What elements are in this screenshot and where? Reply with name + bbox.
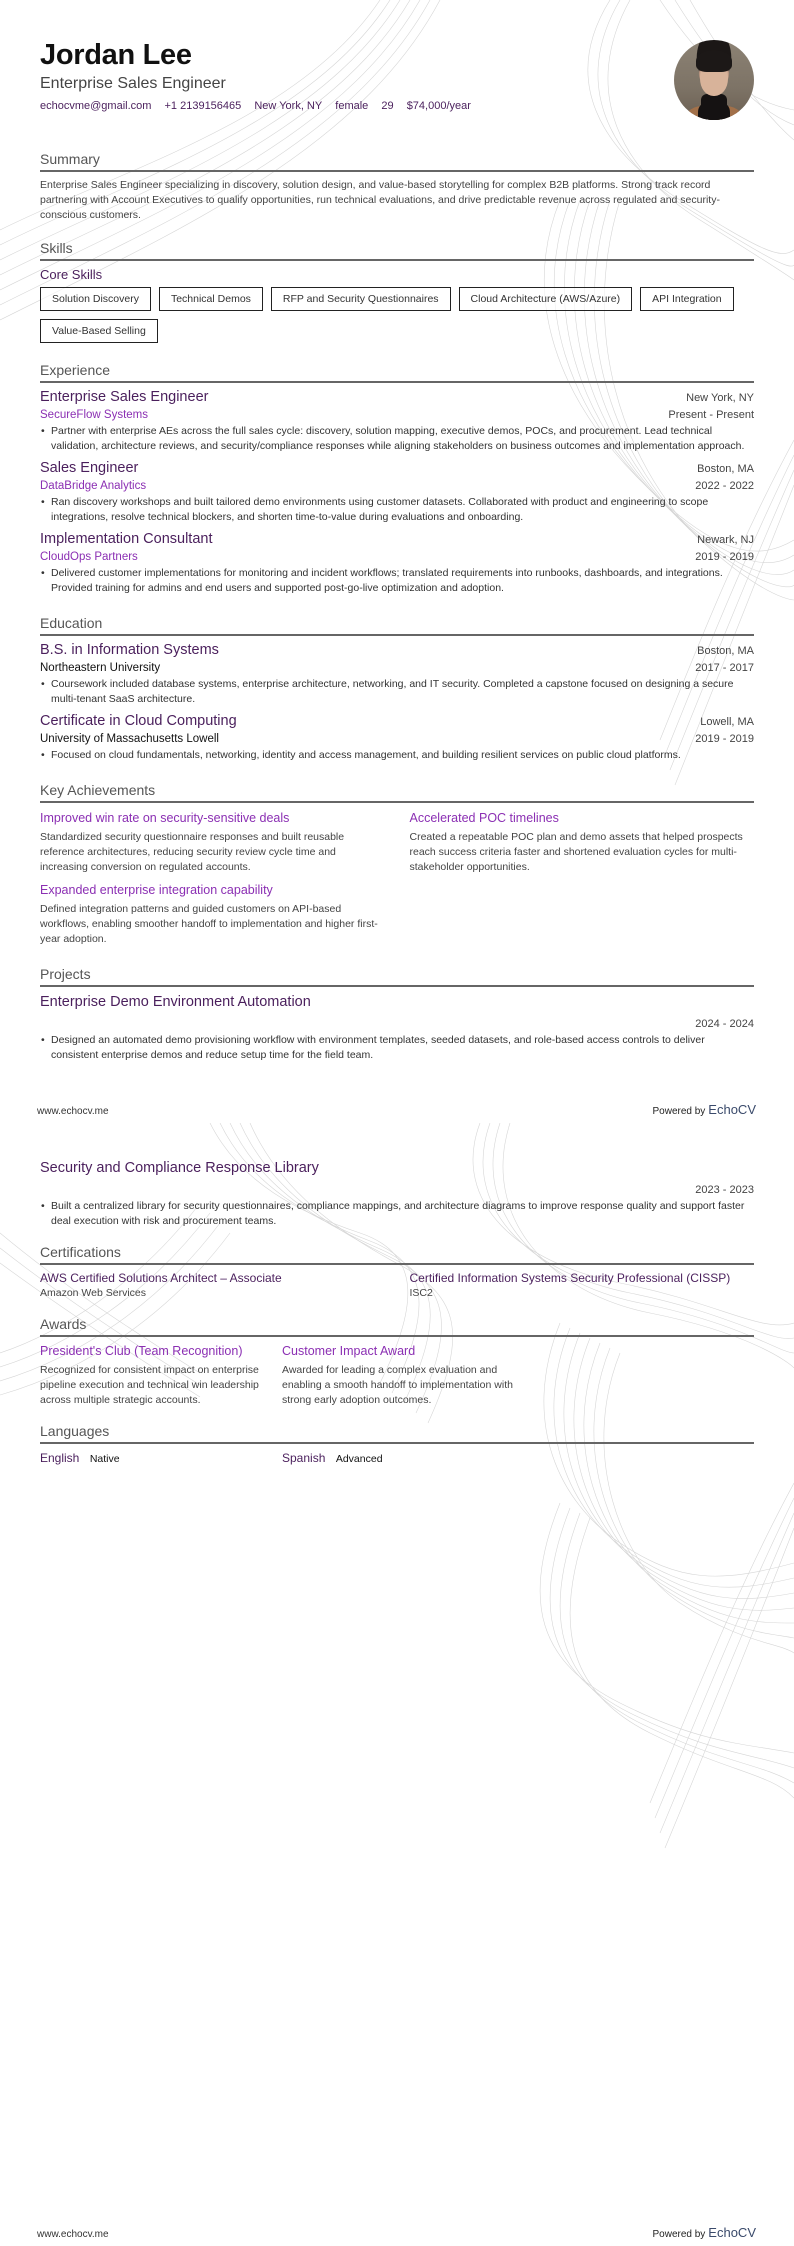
skills-group-title: Core Skills: [40, 267, 103, 282]
experience-role: Enterprise Sales Engineer: [40, 389, 209, 405]
contact-salary: $74,000/year: [406, 100, 471, 112]
section-title-skills: Skills: [40, 239, 754, 261]
resume-header: [40, 38, 754, 138]
section-title-summary: Summary: [40, 150, 754, 172]
project-bullets: [40, 1199, 754, 1229]
award-title: President's Club (Team Recognition): [40, 1344, 243, 1358]
education-degree: B.S. in Information Systems: [40, 642, 219, 658]
candidate-title: Enterprise Sales Engineer: [40, 75, 226, 92]
summary-text: Enterprise Sales Engineer specializing in discovery, solution design, and value-based storytelling for complex B2B platforms. Strong track record partnering with Account Executives to qualify opportunities, run technical evaluations, and drive predictable revenue across regulated and security-conscious customers.: [40, 179, 720, 221]
award-title: Customer Impact Award: [282, 1344, 416, 1358]
education-school: Northeastern University: [40, 662, 161, 674]
education-entry: [40, 641, 754, 707]
achievement-description: Created a repeatable POC plan and demo assets that helped prospects reach success criteria faster and shortened evaluation cycles for multi-stakeholder opportunities.: [409, 831, 743, 873]
language-item: [282, 1449, 524, 1467]
certification-item: [40, 1270, 385, 1301]
experience-entry: [40, 459, 754, 525]
section-title-education: Education: [40, 614, 754, 636]
project-name: Enterprise Demo Environment Automation: [40, 994, 311, 1010]
awards-section: [40, 1315, 754, 1408]
achievement-item: [410, 809, 755, 875]
section-title-achievements: Key Achievements: [40, 781, 754, 803]
award-item: [40, 1342, 272, 1408]
experience-role: Implementation Consultant: [40, 531, 213, 547]
achievement-title: Expanded enterprise integration capability: [40, 883, 273, 897]
language-level: Advanced: [335, 1453, 383, 1465]
education-bullet: • Coursework included database systems, enterprise architecture, networking, and IT security. Completed a capstone focused on designing a secure multi-tenant SaaS architecture.: [40, 677, 754, 707]
language-item: [40, 1449, 282, 1467]
section-title-certifications: Certifications: [40, 1243, 754, 1265]
experience-bullet: • Ran discovery workshops and built tailored demo environments using customer datasets. Collaborated with product and engineering to scope integrations, resolve technical blockers, and shorten time-to-value during evaluations and onboarding.: [40, 495, 754, 525]
languages-grid: [40, 1449, 754, 1467]
skills-chip-list: [40, 287, 754, 351]
skill-chip: Value-Based Selling: [40, 319, 158, 343]
footer-website-link[interactable]: www.echocv.me: [37, 1106, 109, 1117]
resume-page-2: [0, 1123, 794, 2246]
experience-company: CloudOps Partners: [40, 551, 138, 563]
avatar-neck: [701, 94, 727, 120]
education-school: University of Massachusetts Lowell: [40, 733, 219, 745]
experience-bullet: • Partner with enterprise AEs across the full sales cycle: discovery, solution mapping, executive demos, POCs, and procurement. Lead technical validation, architecture reviews, and security/compliance responses while aligning stakeholders on business outcomes and implementation approach.: [40, 424, 754, 454]
projects-section: [40, 965, 754, 1063]
contact-location: New York, NY: [254, 100, 323, 112]
skill-chip: Solution Discovery: [40, 287, 151, 311]
candidate-name: Jordan Lee: [40, 39, 192, 71]
achievement-item: [40, 809, 385, 875]
contact-phone[interactable]: +1 2139156465: [164, 100, 242, 112]
project-entry: [40, 993, 754, 1063]
education-entry: [40, 712, 754, 763]
experience-entry: [40, 388, 754, 454]
experience-company: DataBridge Analytics: [40, 480, 147, 492]
education-location: Lowell, MA: [700, 716, 754, 728]
achievement-title: Accelerated POC timelines: [409, 811, 559, 825]
contact-email[interactable]: echocvme@gmail.com: [40, 100, 152, 112]
skill-chip: RFP and Security Questionnaires: [271, 287, 451, 311]
section-title-languages: Languages: [40, 1422, 754, 1444]
project-bullet: • Built a centralized library for security questionnaires, compliance mappings, and architecture diagrams to improve response quality and support faster deal execution with risk and procurement teams.: [40, 1199, 754, 1229]
footer-powered-by: [652, 2225, 756, 2240]
avatar-hair: [696, 50, 732, 72]
skill-chip: Cloud Architecture (AWS/Azure): [459, 287, 633, 311]
page-footer: [37, 1102, 756, 1117]
experience-location: New York, NY: [686, 392, 754, 404]
certifications-grid: [40, 1270, 754, 1301]
certification-name: Certified Information Systems Security Professional (CISSP): [409, 1271, 731, 1285]
achievements-section: [40, 781, 754, 953]
experience-entry: [40, 530, 754, 596]
achievements-grid: [40, 809, 754, 953]
project-entry: [40, 1159, 754, 1229]
project-dates: 2024 - 2024: [695, 1018, 754, 1030]
footer-powered-by: [652, 1102, 756, 1117]
award-item: [282, 1342, 514, 1408]
experience-dates: 2019 - 2019: [695, 551, 754, 563]
brand-logo-text[interactable]: EchoCV: [708, 1102, 756, 1117]
achievement-title: Improved win rate on security-sensitive deals: [40, 811, 290, 825]
education-section: [40, 614, 754, 763]
summary-section: [40, 150, 754, 223]
education-bullet: • Focused on cloud fundamentals, networking, identity and access management, and building resilient services on public cloud platforms.: [40, 748, 754, 763]
award-description: Recognized for consistent impact on enterprise pipeline execution and technical win leadership across multiple strategic accounts.: [40, 1364, 259, 1406]
achievement-description: Standardized security questionnaire responses and built reusable reference architectures, reducing security review cycle time and increasing conversion on regulated accounts.: [40, 831, 345, 873]
avatar: [674, 40, 754, 120]
certification-item: [410, 1270, 755, 1301]
education-degree: Certificate in Cloud Computing: [40, 713, 237, 729]
experience-bullets: [40, 566, 754, 596]
experience-location: Newark, NJ: [697, 534, 754, 546]
brand-logo-text[interactable]: EchoCV: [708, 2225, 756, 2240]
experience-dates: Present - Present: [668, 409, 754, 421]
experience-location: Boston, MA: [697, 463, 754, 475]
experience-bullets: [40, 424, 754, 454]
powered-by-label: Powered by: [652, 1106, 706, 1117]
contact-info: [40, 100, 754, 112]
language-level: Native: [89, 1453, 120, 1465]
project-name: Security and Compliance Response Library: [40, 1160, 319, 1176]
education-bullets: [40, 677, 754, 707]
award-description: Awarded for leading a complex evaluation and enabling a smooth handoff to implementation with strong early adoption outcomes.: [282, 1364, 513, 1406]
project-bullets: [40, 1033, 754, 1063]
language-name: Spanish: [282, 1451, 326, 1465]
experience-dates: 2022 - 2022: [695, 480, 754, 492]
achievement-description: Defined integration patterns and guided customers on API-based workflows, enabling smoother handoff to implementation and higher first-year adoption.: [40, 903, 378, 945]
education-dates: 2017 - 2017: [695, 662, 754, 674]
language-name: English: [40, 1451, 80, 1465]
contact-gender: female: [335, 100, 369, 112]
certification-issuer: Amazon Web Services: [40, 1287, 147, 1299]
skill-chip: API Integration: [640, 287, 733, 311]
education-dates: 2019 - 2019: [695, 733, 754, 745]
certification-issuer: ISC2: [409, 1287, 433, 1299]
experience-section: [40, 361, 754, 596]
page-footer: [37, 2225, 756, 2240]
skills-section: [40, 239, 754, 351]
achievement-item: [40, 881, 385, 947]
education-location: Boston, MA: [697, 645, 754, 657]
awards-grid: [40, 1342, 754, 1408]
section-title-experience: Experience: [40, 361, 754, 383]
certifications-section: [40, 1243, 754, 1301]
languages-section: [40, 1422, 754, 1467]
skill-chip: Technical Demos: [159, 287, 263, 311]
education-bullets: [40, 748, 754, 763]
experience-bullets: [40, 495, 754, 525]
experience-role: Sales Engineer: [40, 460, 139, 476]
experience-bullet: • Delivered customer implementations for monitoring and incident workflows; translated requirements into runbooks, dashboards, and integrations. Provided training for admins and end users and supported post-go-live optimization and adoption.: [40, 566, 754, 596]
project-bullet: • Designed an automated demo provisioning workflow with environment templates, seeded datasets, and role-based access controls to deliver consistent enterprise demos and reduce setup time for the field team.: [40, 1033, 754, 1063]
section-title-projects: Projects: [40, 965, 754, 987]
powered-by-label: Powered by: [652, 2229, 706, 2240]
project-dates: 2023 - 2023: [695, 1184, 754, 1196]
certification-name: AWS Certified Solutions Architect – Associate: [40, 1271, 282, 1285]
footer-website-link[interactable]: www.echocv.me: [37, 2229, 109, 2240]
contact-age: 29: [381, 100, 394, 112]
section-title-awards: Awards: [40, 1315, 754, 1337]
experience-company: SecureFlow Systems: [40, 409, 149, 421]
